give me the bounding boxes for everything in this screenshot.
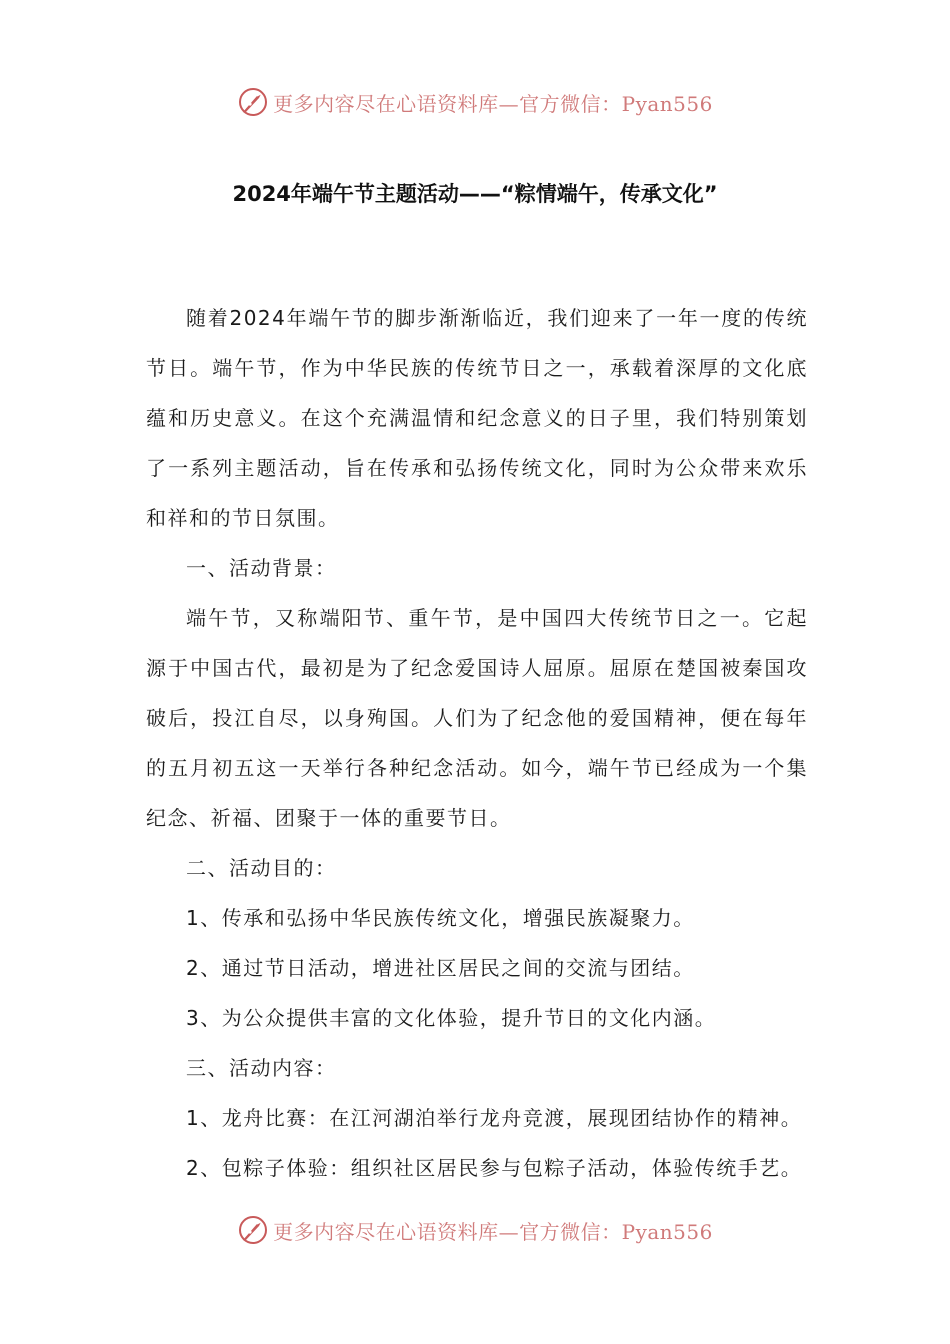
background-paragraph: 端午节，又称端阳节、重午节，是中国四大传统节日之一。它起源于中国古代，最初是为了纪念爱国诗人屈原。屈原在楚国被秦国攻破后，投江自尽，以身殉国。人们为了纪念他的爱国精神，便在每年的五月初五这一天举行各种纪念活动。如今，端午节已经成为一个集纪念、祈福、团聚于一体的重要节日。: [146, 606, 808, 830]
purpose-item-2: 2、通过节日活动，增进社区居民之间的交流与团结。: [186, 956, 695, 980]
header-banner-text: 更多内容尽在心语资料库—官方微信：Pyan556: [273, 91, 713, 116]
section-heading-background: 一、活动背景：: [186, 556, 337, 580]
document-body: [146, 293, 808, 1193]
footer-banner: [0, 1210, 950, 1250]
section-heading-content: 三、活动内容：: [186, 1056, 337, 1080]
purpose-item-3: 3、为公众提供丰富的文化体验，提升节日的文化内涵。: [186, 1006, 717, 1030]
footer-banner-text: 更多内容尽在心语资料库—官方微信：Pyan556: [273, 1219, 713, 1244]
header-banner: [0, 82, 950, 122]
pen-nib-icon: [237, 86, 269, 118]
intro-paragraph: 随着2024年端午节的脚步渐渐临近，我们迎来了一年一度的传统节日。端午节，作为中华民族的传统节日之一，承载着深厚的文化底蕴和历史意义。在这个充满温情和纪念意义的日子里，我们特别策划了一系列主题活动，旨在传承和弘扬传统文化，同时为公众带来欢乐和祥和的节日氛围。: [146, 306, 808, 530]
document-title: 2024年端午节主题活动——“粽情端午，传承文化”: [232, 182, 718, 206]
section-heading-purpose: 二、活动目的：: [186, 856, 337, 880]
pen-nib-icon: [237, 1214, 269, 1246]
purpose-item-1: 1、传承和弘扬中华民族传统文化，增强民族凝聚力。: [186, 906, 695, 930]
content-item-2: 2、包粽子体验：组织社区居民参与包粽子活动，体验传统手艺。: [186, 1156, 803, 1180]
content-item-1: 1、龙舟比赛：在江河湖泊举行龙舟竞渡，展现团结协作的精神。: [186, 1106, 803, 1130]
